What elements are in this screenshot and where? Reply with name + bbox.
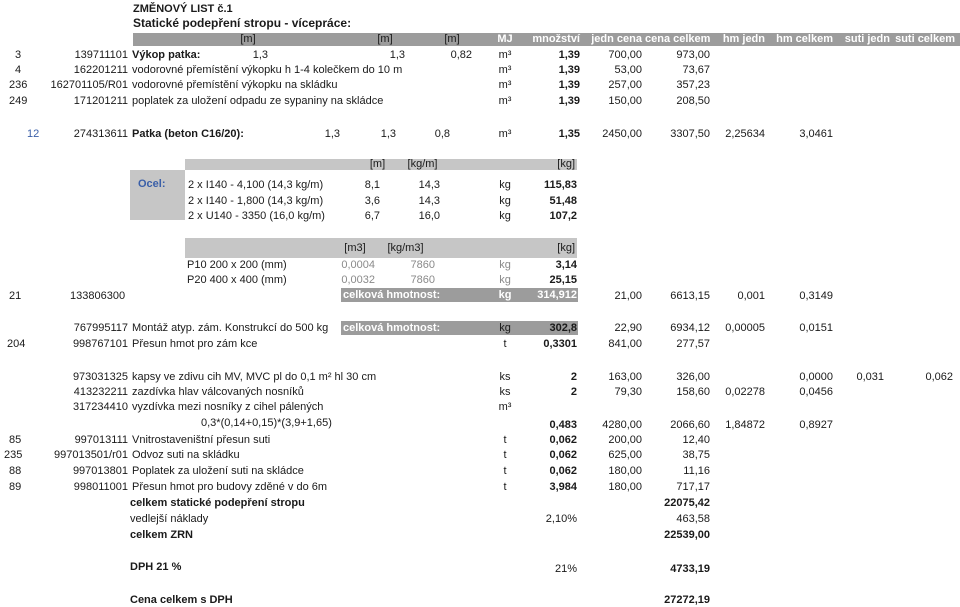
total-price: 357,23 xyxy=(676,79,710,91)
hm-jedn: 0,00005 xyxy=(725,322,765,334)
quantity: 2 xyxy=(570,371,577,383)
summary-total-value: 22075,42 xyxy=(664,497,710,509)
total-price: 277,57 xyxy=(676,338,710,350)
hm-celkem: 0,8927 xyxy=(799,419,833,431)
row-number: 4 xyxy=(15,64,22,76)
row-number: 204 xyxy=(7,338,26,350)
grand-total-value: 27272,19 xyxy=(664,594,710,606)
item-description: Přesun hmot pro budovy zděné v do 6m xyxy=(132,481,328,493)
item-description: vyzdívka mezi nosníky z cihel pálených xyxy=(132,401,324,413)
item-description: Přesun hmot pro zám kce xyxy=(132,338,258,350)
quantity: 0,3301 xyxy=(543,338,577,350)
unit: kg xyxy=(499,274,511,286)
unit: kg xyxy=(499,259,511,271)
item-description: Patka (beton C16/20): xyxy=(132,128,244,140)
steel-description: 2 x I140 - 4,100 (14,3 kg/m) xyxy=(188,179,324,191)
item-description: Vnitrostaveništní přesun suti xyxy=(132,434,271,446)
unit: kg xyxy=(499,210,511,222)
plech-header-kg: [kg] xyxy=(557,242,575,254)
quantity: 0,483 xyxy=(549,419,577,431)
unit: kg xyxy=(498,289,512,301)
unit: kg xyxy=(499,179,511,191)
header-mnozstvi: množství xyxy=(532,33,580,45)
summary-total-label: celkem statické podepření stropu xyxy=(130,497,305,509)
dim-b: 1,3 xyxy=(389,49,405,61)
quantity: 0,062 xyxy=(549,465,577,477)
item-code: 998767101 xyxy=(72,338,128,350)
total-price: 158,60 xyxy=(676,386,710,398)
zrn-total-label: celkem ZRN xyxy=(130,529,193,541)
row-number: 21 xyxy=(9,290,22,302)
steel-length: 6,7 xyxy=(364,210,380,222)
unit-price: 163,00 xyxy=(608,371,642,383)
section-title: Statické podepření stropu - vícepráce: xyxy=(133,16,352,30)
total-price: 3307,50 xyxy=(670,128,710,140)
unit-price: 257,00 xyxy=(608,79,642,91)
plate-description: P20 400 x 400 (mm) xyxy=(187,274,287,286)
quantity: 2 xyxy=(570,386,577,398)
unit: t xyxy=(503,465,507,477)
total-price: 11,16 xyxy=(683,465,710,477)
item-description: Odvoz suti na skládku xyxy=(132,449,240,461)
row-number: 89 xyxy=(9,481,22,493)
unit: m³ xyxy=(498,49,512,61)
steel-kgm: 14,3 xyxy=(418,195,440,207)
quantity: 1,39 xyxy=(558,79,580,91)
item-code: 973031325 xyxy=(72,371,128,383)
ocel-header-m: [m] xyxy=(369,158,386,170)
header-jedn-cena: jedn cena xyxy=(591,33,642,45)
unit-price: 700,00 xyxy=(608,49,642,61)
zrn-total-value: 22539,00 xyxy=(664,529,710,541)
steel-weight: 115,83 xyxy=(543,179,577,191)
header-hm-jedn: hm jedn xyxy=(722,33,765,45)
hm-jedn: 0,02278 xyxy=(725,386,765,398)
header-m3: [m] xyxy=(444,33,460,45)
hm-jedn: 2,25634 xyxy=(725,128,765,140)
header-cena-celkem: cena celkem xyxy=(645,33,711,45)
item-code: 162701105/R01 xyxy=(50,79,128,91)
plate-density: 7860 xyxy=(410,274,435,286)
unit-price: 4280,00 xyxy=(602,419,642,431)
row-number: 249 xyxy=(9,95,28,107)
hm-celkem: 0,0000 xyxy=(799,371,833,383)
unit: kg xyxy=(499,322,511,334)
item-code: 139711101 xyxy=(74,49,128,61)
unit-price: 21,00 xyxy=(614,290,642,302)
total-price: 2066,60 xyxy=(670,419,710,431)
unit-price: 180,00 xyxy=(608,481,642,493)
quantity: 3,984 xyxy=(549,481,577,493)
plate-volume: 0,0004 xyxy=(341,259,375,271)
hm-celkem: 0,3149 xyxy=(799,290,833,302)
total-weight-label: celková hmotnost: xyxy=(343,289,441,301)
steel-weight: 107,2 xyxy=(549,210,577,222)
secondary-costs-percent: 2,10% xyxy=(545,513,577,525)
total-price: 73,67 xyxy=(682,64,710,76)
unit: t xyxy=(503,338,507,350)
item-formula: 0,3*(0,14+0,15)*(3,9+1,65) xyxy=(201,417,332,429)
row-number: 3 xyxy=(15,49,22,61)
header-hm-celkem: hm celkem xyxy=(776,33,833,45)
total-price: 38,75 xyxy=(682,449,710,461)
steel-length: 8,1 xyxy=(364,179,380,191)
document-title: ZMĚNOVÝ LIST č.1 xyxy=(133,3,233,15)
total-price: 208,50 xyxy=(676,95,710,107)
hm-jedn: 0,001 xyxy=(737,290,765,302)
steel-description: 2 x U140 - 3350 (16,0 kg/m) xyxy=(188,210,325,222)
unit: ks xyxy=(499,371,511,383)
header-mj: MJ xyxy=(497,33,513,45)
grand-total-label: Cena celkem s DPH xyxy=(130,594,233,606)
steel-kgm: 14,3 xyxy=(418,179,440,191)
quantity: 1,35 xyxy=(558,128,580,140)
item-code: 997013111 xyxy=(74,434,128,446)
steel-weight: 51,48 xyxy=(549,195,577,207)
hm-jedn: 1,84872 xyxy=(725,419,765,431)
unit: m³ xyxy=(498,401,512,413)
unit: m³ xyxy=(498,128,512,140)
unit-price: 150,00 xyxy=(608,95,642,107)
row-number: 236 xyxy=(9,79,28,91)
quantity: 0,062 xyxy=(549,449,577,461)
header-suti-celkem: suti celkem xyxy=(895,33,955,45)
header-m2: [m] xyxy=(377,33,393,45)
unit: ks xyxy=(499,386,511,398)
row-number: 12 xyxy=(27,128,40,140)
quantity: 0,062 xyxy=(549,434,577,446)
item-code: 274313611 xyxy=(73,128,128,140)
dim-a: 1,3 xyxy=(324,128,340,140)
total-price: 326,00 xyxy=(676,371,710,383)
row-number: 88 xyxy=(9,465,22,477)
plate-volume: 0,0032 xyxy=(341,274,375,286)
item-description: vodorovné přemístění výkopku h 1-4 kolečkem do 10 m xyxy=(132,64,403,76)
item-description: Montáž atyp. zám. Konstrukcí do 500 kg xyxy=(132,322,329,334)
item-description: poplatek za uložení odpadu ze sypaniny na skládce xyxy=(132,95,384,107)
secondary-costs-label: vedlejší náklady xyxy=(130,513,209,525)
unit: t xyxy=(503,481,507,493)
item-description: kapsy ve zdivu cih MV, MVC pl do 0,1 m² hl 30 cm xyxy=(132,371,377,383)
steel-kgm: 16,0 xyxy=(418,210,440,222)
quantity: 1,39 xyxy=(558,95,580,107)
unit-price: 79,30 xyxy=(614,386,642,398)
total-price: 973,00 xyxy=(676,49,710,61)
vat-label: DPH 21 % xyxy=(130,561,182,573)
vat-value: 4733,19 xyxy=(670,563,710,575)
plate-weight: 3,14 xyxy=(555,259,577,271)
plech-header-kgm3: [kg/m3] xyxy=(387,242,424,254)
plate-density: 7860 xyxy=(410,259,435,271)
plech-header-m3: [m3] xyxy=(344,242,366,254)
row-number: 235 xyxy=(4,449,23,461)
quantity: 302,8 xyxy=(549,322,577,334)
total-price: 6613,15 xyxy=(670,290,710,302)
total-price: 717,17 xyxy=(676,481,710,493)
unit: m³ xyxy=(498,95,512,107)
item-description: zazdívka hlav válcovaných nosníků xyxy=(132,386,304,398)
steel-description: 2 x I140 - 1,800 (14,3 kg/m) xyxy=(188,195,324,207)
plate-weight: 25,15 xyxy=(549,274,577,286)
dim-a: 1,3 xyxy=(252,49,268,61)
item-code: 998011001 xyxy=(73,481,128,493)
suti-celkem: 0,062 xyxy=(925,371,953,383)
unit: m³ xyxy=(498,79,512,91)
quantity: 1,39 xyxy=(558,64,580,76)
unit-price: 53,00 xyxy=(614,64,642,76)
quantity: 1,39 xyxy=(558,49,580,61)
hm-celkem: 3,0461 xyxy=(799,128,833,140)
ocel-header-kg: [kg] xyxy=(557,158,575,170)
ocel-label: Ocel: xyxy=(138,178,166,190)
secondary-costs-value: 463,58 xyxy=(676,513,710,525)
unit: kg xyxy=(499,195,511,207)
total-price: 12,40 xyxy=(682,434,710,446)
item-description: vodorovné přemístění výkopku na skládku xyxy=(132,79,338,91)
total-price: 6934,12 xyxy=(670,322,710,334)
item-code: 133806300 xyxy=(70,290,126,302)
header-m1: [m] xyxy=(240,33,256,45)
item-description: Poplatek za uložení suti na skládce xyxy=(132,465,304,477)
dim-c: 0,8 xyxy=(434,128,450,140)
unit-price: 2450,00 xyxy=(602,128,642,140)
dim-c: 0,82 xyxy=(450,49,472,61)
vat-percent: 21% xyxy=(554,563,577,575)
row-number: 85 xyxy=(9,434,22,446)
unit-price: 200,00 xyxy=(608,434,642,446)
item-code: 767995117 xyxy=(73,322,128,334)
hm-celkem: 0,0456 xyxy=(799,386,833,398)
unit-price: 180,00 xyxy=(608,465,642,477)
plate-description: P10 200 x 200 (mm) xyxy=(187,259,287,271)
item-code: 171201211 xyxy=(73,95,128,107)
hm-celkem: 0,0151 xyxy=(799,322,833,334)
item-code: 317234410 xyxy=(72,401,128,413)
item-code: 413232211 xyxy=(73,386,128,398)
item-code: 997013501/r01 xyxy=(53,449,128,461)
quantity: 314,912 xyxy=(537,289,577,301)
suti-jedn: 0,031 xyxy=(856,371,884,383)
unit-price: 22,90 xyxy=(614,322,642,334)
unit: t xyxy=(503,449,507,461)
item-code: 997013801 xyxy=(72,465,128,477)
unit-price: 841,00 xyxy=(608,338,642,350)
item-description: Výkop patka: xyxy=(132,49,201,61)
header-suti-jedn: suti jedn xyxy=(844,33,890,45)
item-code: 162201211 xyxy=(73,64,128,76)
total-weight-label: celková hmotnost: xyxy=(343,322,441,334)
dim-b: 1,3 xyxy=(380,128,396,140)
steel-length: 3,6 xyxy=(364,195,380,207)
unit: t xyxy=(503,434,507,446)
unit-price: 625,00 xyxy=(608,449,642,461)
ocel-header-kgm: [kg/m] xyxy=(407,158,438,170)
unit: m³ xyxy=(498,64,512,76)
